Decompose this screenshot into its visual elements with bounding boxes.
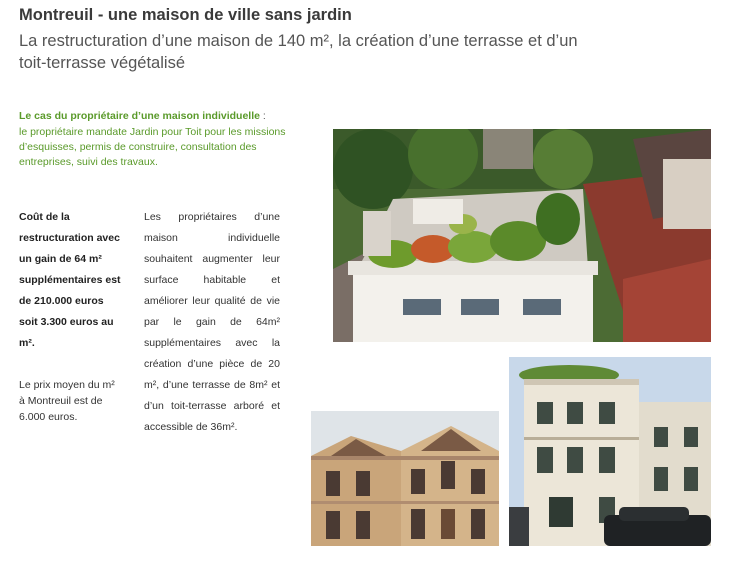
case-heading bbox=[19, 110, 319, 122]
page-title: Montreuil - une maison de ville sans jardin bbox=[19, 6, 352, 24]
case-heading-colon: : bbox=[259, 110, 266, 122]
case-body: le propriétaire mandate Jardin pour Toit pour les missions d’esquisses, permis de construire, consultation des entreprises, suivi des travaux. bbox=[19, 126, 286, 168]
renovated-house-facade-photo bbox=[509, 357, 711, 546]
project-description: Les propriétaires d’une maison individuelle souhaitent augmenter leur surface habitable et améliorer leur qualité de vie par le gain de 64m² supplémentaires avec la création d’une pièce de 20 m², d’une terrasse de 8m² et d’un toit-terrasse arboré et accessible de 36m². bbox=[144, 211, 280, 433]
cost-summary: Coût de la restructuration avec un gain de 64 m² supplémentaires est de 210.000 euros soit 3.300 euros au m². bbox=[19, 211, 121, 349]
cost-note: Le prix moyen du m² à Montreuil est de 6.000 euros. bbox=[19, 379, 115, 423]
old-house-facade-photo bbox=[311, 411, 499, 546]
case-heading-text: Le cas du propriétaire d’une maison individuelle bbox=[19, 110, 260, 122]
page-subtitle: La restructuration d’une maison de 140 m², la création d’une terrasse et d’un toit-terrasse végétalisé bbox=[19, 32, 578, 72]
aerial-rooftop-garden-photo bbox=[333, 129, 711, 342]
